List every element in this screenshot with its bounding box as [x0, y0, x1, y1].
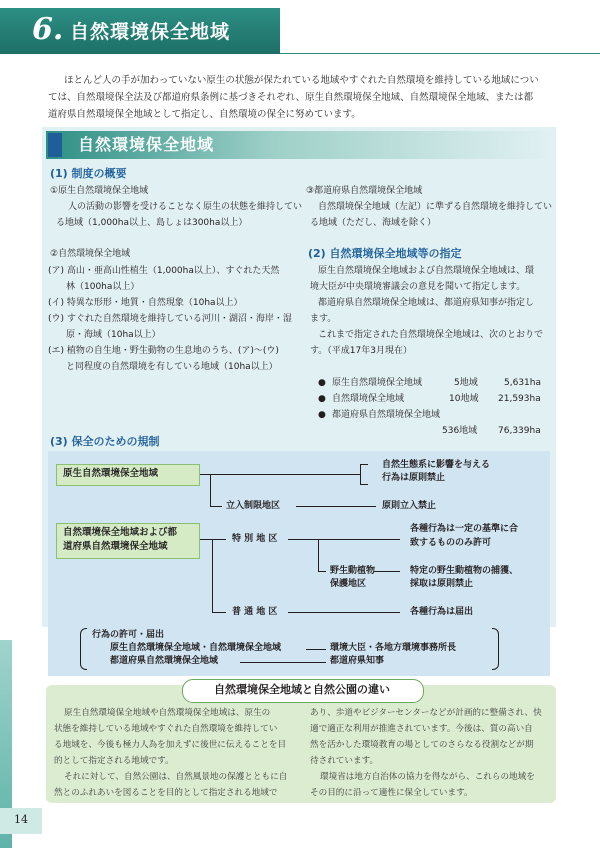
section-panel-title: 自然環境保全地域 [78, 135, 215, 154]
stat-area-2: 21,593ha [498, 394, 541, 404]
line-wildlife-rule [374, 571, 400, 572]
stat-name-3: 都道府県自然環境保全地域 [332, 410, 441, 420]
stat-bullet-1: ● [318, 378, 326, 388]
rule-primeval-line-1: 自然生態系に影響を与える [382, 460, 491, 470]
line-restricted-rule [296, 506, 376, 507]
s1-b-item-4b: と同程度の自然環境を有している地域（10ha以上） [48, 362, 278, 372]
box-conservation-area [56, 523, 200, 559]
page-number: 14 [14, 813, 28, 826]
label-restricted-zone: 立入制限地区 [226, 501, 281, 511]
s1-c-line-1: 自然環境保全地域（左記）に準ずる自然環境を維持してい [318, 202, 553, 212]
chapter-title: 自然環境保全地域 [70, 21, 231, 43]
header-rule [280, 53, 600, 54]
stat-count-1: 5地域 [454, 378, 478, 388]
line-normal-rule [288, 612, 400, 613]
permit-bracket-right [492, 628, 499, 670]
rule-special-line-2: 致するもののみ許可 [410, 538, 492, 548]
s2-line-1: 原生自然環境保全地域および自然環境保全地域は、環 [318, 266, 535, 276]
comparison-title: 自然環境保全地域と自然公園の違い [214, 683, 390, 696]
s1-b-title: ②自然環境保全地域 [50, 249, 131, 259]
label-wildlife-line-1: 野生動植物 [330, 566, 376, 576]
line-restricted-vertical [210, 474, 211, 506]
stat-bullet-3: ● [318, 410, 326, 420]
permit-row-1-right: 環境大臣・各地方環境事務所長 [330, 643, 457, 653]
comparison-right-line-3: 然を活かした環境教育の場としてのさらなる役割などが期 [310, 740, 534, 750]
line-primeval-bracket-bottom [360, 484, 368, 485]
line-primeval-bracket-top [360, 464, 368, 465]
box-conservation-line-2: 道府県自然環境保全地域 [63, 541, 168, 552]
rule-normal: 各種行為は届出 [410, 607, 474, 617]
label-wildlife-line-2: 保護地区 [330, 579, 367, 589]
s1-a-line-2: る地域（1,000ha以上、島しょは300ha以上） [56, 218, 248, 228]
label-normal-zone: 普 通 地 区 [232, 607, 278, 617]
box-conservation-line-1: 自然環境保全地域および都 [63, 527, 178, 538]
stat-name-1: 原生自然環境保全地域 [332, 378, 423, 388]
s3-heading: (3) 保全のための規制 [50, 435, 160, 448]
stat-count-2: 10地域 [449, 394, 479, 404]
permit-row-2-right: 都道府県知事 [330, 656, 385, 666]
s1-b-item-2: (イ) 特異な形形・地質・自然現象（10ha以上） [48, 298, 243, 308]
permit-title: 行為の許可・届出 [92, 630, 165, 640]
intro-line-1: ほとんど人の手が加わっていない原生の状態が保たれている地域やすぐれた自然環境を維持している地域につい [64, 75, 539, 86]
rule-primeval-line-2: 行為は原則禁止 [382, 473, 446, 483]
stat-name-2: 自然環境保全地域 [332, 394, 405, 404]
intro-line-3: 道府県自然環境保全地域として指定し、自然環境の保全に努めています。 [48, 109, 361, 120]
s2-heading: (2) 自然環境保全地域等の指定 [308, 247, 462, 260]
chapter-number: 6. [32, 12, 64, 47]
s1-b-item-1: (ア) 高山・亜高山性植生（1,000ha以上）、すぐれた天然 [48, 266, 280, 276]
s1-heading: (1) 制度の概要 [50, 167, 127, 180]
comparison-right-line-1: あり、歩道やビジターセンターなどが計画的に整備され、快 [310, 708, 542, 718]
comparison-right-line-4: 待されています。 [310, 756, 379, 766]
line-special-stub [212, 539, 226, 540]
line-primeval-bracket [360, 464, 361, 484]
comparison-right-line-5: 環境省は地方自治体の協力を得ながら、これらの地域を [320, 772, 535, 782]
s1-b-item-3: (ウ) すぐれた自然環境を維持している河川・湖沼・海岸・湿 [48, 314, 292, 324]
line-wildlife-vertical [318, 539, 319, 571]
comparison-left-line-3: る地域を、今後も極力人為を加えずに後世に伝えることを目 [54, 740, 287, 750]
permit-row-2-line [240, 662, 326, 663]
s1-a-line-1: 人の活動の影響を受けることなく原生の状態を維持してい [68, 202, 303, 212]
comparison-right-line-6: その目的に沿って適性に保全しています。 [310, 788, 473, 798]
line-normal-stub [212, 612, 226, 613]
s1-b-item-4: (エ) 植物の自生地・野生動物の生息地のうち、(ア)～(ウ) [48, 346, 279, 356]
rule-special-line-1: 各種行為は一定の基準に合 [410, 524, 519, 534]
permit-bracket-left [80, 628, 87, 670]
s1-b-item-1b: 林（100ha以上） [48, 282, 140, 292]
permit-row-1-line [306, 649, 326, 650]
line-restricted-stub [210, 506, 222, 507]
comparison-left-line-6: 然とのふれあいを図ることを目的として指定される地域で [54, 788, 278, 798]
intro-line-2: ては、自然環境保全法及び都道府県条例に基づきそれぞれ、原生自然環境保全地域、自然環境保全地域、または都 [48, 92, 534, 103]
stat-bullet-2: ● [318, 394, 326, 404]
rule-wildlife-line-1: 特定の野生動植物の捕獲、 [410, 566, 519, 576]
s1-a-title: ①原生自然環境保全地域 [50, 186, 149, 196]
rule-wildlife-line-2: 採取は原則禁止 [410, 579, 474, 589]
stat-count-3: 536地域 [442, 426, 478, 436]
s2-line-3: 都道府県自然環境保全地域は、都道府県知事が指定し [318, 298, 535, 308]
line-special-rule [288, 539, 400, 540]
s1-b-item-3b: 原・海域（10ha以上） [48, 330, 161, 340]
label-special-zone: 特 別 地 区 [232, 534, 278, 544]
comparison-right-line-2: 適で適正な利用が推進されています。今後は、質の高い自 [310, 724, 533, 734]
s2-line-4: ます。 [310, 314, 337, 324]
permit-row-1-left: 原生自然環境保全地域・自然環境保全地域 [110, 643, 282, 653]
rule-restricted: 原則立入禁止 [382, 501, 437, 511]
comparison-left-line-5: それに対して、自然公園は、自然風景地の保護とともに自 [64, 772, 288, 782]
s2-line-5: これまで指定された自然環境保全地域は、次のとおりで [318, 330, 544, 340]
comparison-left-line-2: 状態を維持している地域やすぐれた自然環境を維持してい [54, 724, 278, 734]
section-panel-marker [48, 133, 62, 157]
comparison-left-line-4: 的として指定される地域です。 [54, 756, 174, 766]
s1-c-title: ③都道府県自然環境保全地域 [306, 186, 423, 196]
comparison-left-line-1: 原生自然環境保全地域や自然環境保全地域は、原生の [64, 708, 271, 718]
s1-c-line-2: る地域（ただし、海域を除く） [310, 218, 437, 228]
line-primeval-main [200, 474, 360, 475]
stat-area-1: 5,631ha [504, 378, 541, 388]
s2-line-6: す。（平成17年3月現在） [310, 346, 412, 356]
line-wildlife-stub [318, 571, 326, 572]
line-conservation-main [200, 539, 212, 540]
box-primeval-area: 原生自然環境保全地域 [56, 464, 200, 486]
permit-row-2-left: 都道府県自然環境保全地域 [110, 656, 219, 666]
s2-line-2: 境大臣が中央環境審議会の意見を聞いて指定します。 [310, 282, 526, 292]
stat-area-3: 76,339ha [498, 426, 541, 436]
line-conservation-vertical [212, 539, 213, 612]
